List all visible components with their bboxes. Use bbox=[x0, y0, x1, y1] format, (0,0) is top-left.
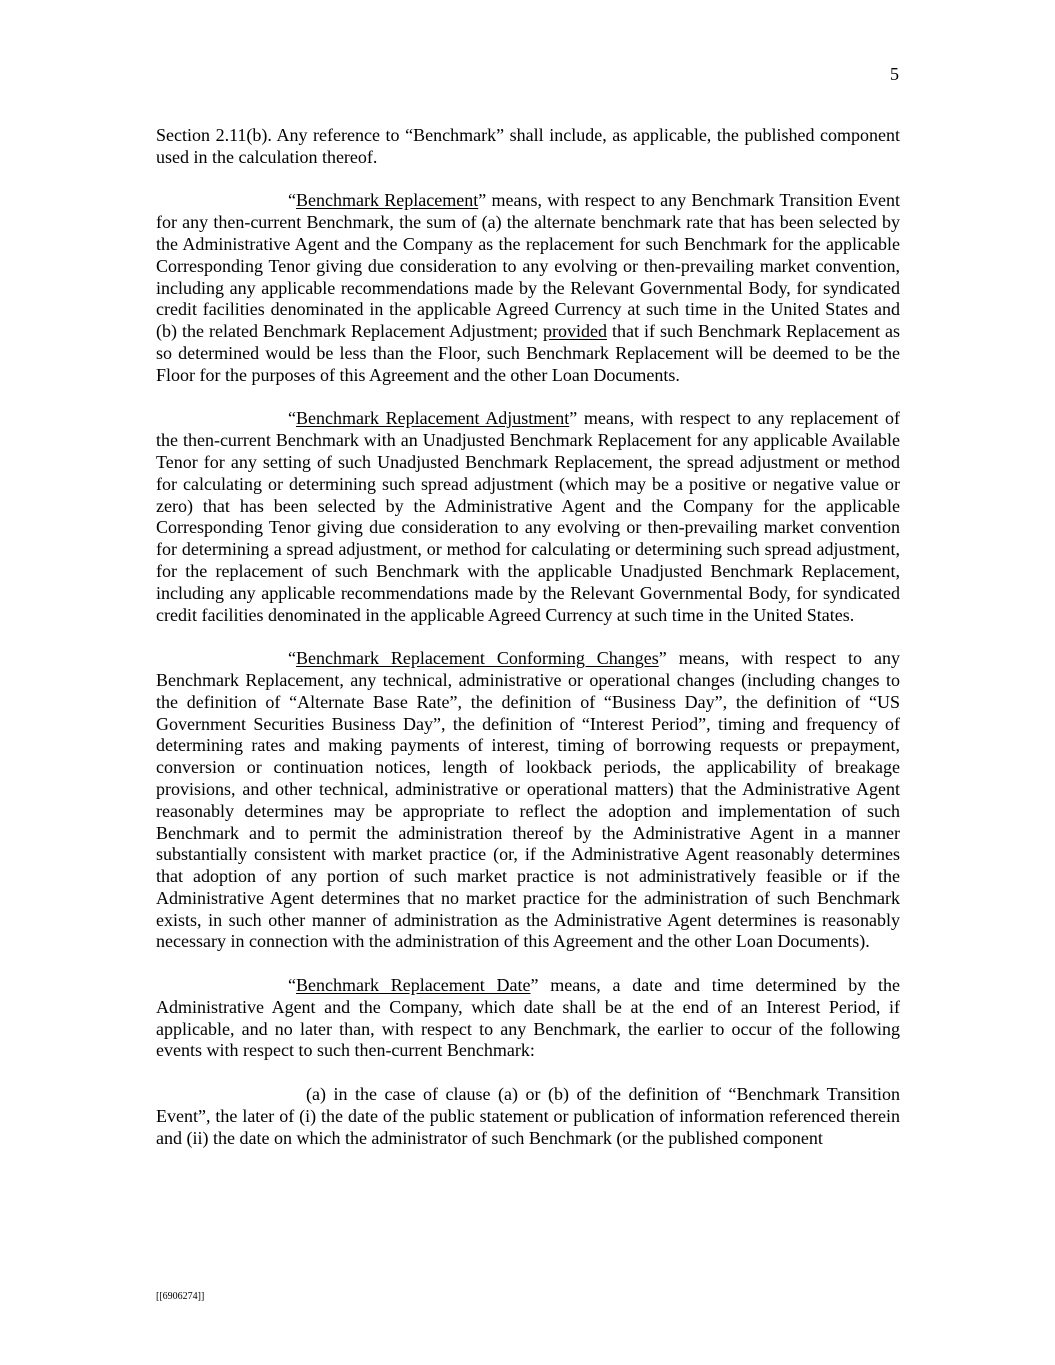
open-quote: “ bbox=[288, 408, 296, 429]
paragraph-text: Section 2.11(b). Any reference to “Benchmark” shall include, as applicable, the published component used in the calculation thereof. bbox=[156, 125, 900, 167]
definition-text: ” means, with respect to any Benchmark Transition Event for any then-current Benchmark, the sum of (a) the alternate benchmark rate that has been selected by the Administrative Agent and the Company as the replacement for such Benchmark for the applicable Corresponding Tenor giving due consideration to any evolving or then-prevailing market convention, including any applicable recommendations made by the Relevant Governmental Body, for syndicated credit facilities denominated in the applicable Agreed Currency at such time in the United States and (b) the related Benchmark Replacement Adjustment; bbox=[156, 190, 900, 342]
definition-text: ” means, a date and time determined by the Administrative Agent and the Company, which date shall be at the end of an Interest Period, if applicable, and no later than, with respect to any Benchmark, the earlier to occur of the following events with respect to such then-current Benchmark: bbox=[156, 975, 900, 1061]
definition-text: ” means, with respect to any Benchmark Replacement, any technical, administrative or operational changes (including changes to the definition of “Alternate Base Rate”, the definition of “Business Day”, the definition of “US Government Securities Business Day”, the definition of “Interest Period”, timing and frequency of determining rates and making payments of interest, timing of borrowing requests or prepayment, conversion or continuation notices, length of lookback periods, the applicability of breakage provisions, and other technical, administrative or operational matters) that the Administrative Agent reasonably determines may be appropriate to reflect the adoption and implementation of such Benchmark and to permit the administration thereof by the Administrative Agent in a manner substantially consistent with market practice (or, if the Administrative Agent reasonably determines that adoption of any portion of such market practice is not administratively feasible or if the Administrative Agent determines that no market practice for the administration of such Benchmark exists, in such other manner of administration as the Administrative Agent determines is reasonably necessary in connection with the administration of this Agreement and the other Loan Documents). bbox=[156, 648, 900, 952]
definition-text: ” means, with respect to any replacement of the then-current Benchmark with an Unadjusted Benchmark Replacement for any applicable Available Tenor for any setting of such Unadjusted Benchmark Replacement, the spread adjustment or method for calculating or determining such spread adjustment (which may be a positive or negative value or zero) that has been selected by the Administrative Agent and the Company for the applicable Corresponding Tenor giving due consideration to any evolving or then-prevailing market convention for determining a spread adjustment, or method for calculating or determining such spread adjustment, for the replacement of such Benchmark with the applicable Unadjusted Benchmark Replacement, including any applicable recommendations made by the Relevant Governmental Body, for syndicated credit facilities denominated in the applicable Agreed Currency at such time in the United States. bbox=[156, 408, 900, 625]
document-body bbox=[156, 125, 900, 1171]
clause-text: (a) in the case of clause (a) or (b) of the definition of “Benchmark Transition Event”, the later of (i) the date of the public statement or publication of information referenced therein and (ii) the date on which the administrator of such Benchmark (or the published component bbox=[156, 1084, 900, 1148]
definition-benchmark-replacement-date bbox=[156, 975, 900, 1062]
paragraph-section-reference bbox=[156, 125, 900, 169]
definition-benchmark-replacement bbox=[156, 190, 900, 386]
open-quote: “ bbox=[288, 190, 296, 211]
definition-text-continued: that if such Benchmark Replacement as so determined would be less than the Floor, such Benchmark Replacement will be deemed to be the Floor for the purposes of this Agreement and the other Loan Documents. bbox=[156, 321, 900, 385]
proviso-term: provided bbox=[543, 321, 607, 342]
defined-term: Benchmark Replacement Conforming Changes bbox=[296, 648, 659, 669]
open-quote: “ bbox=[288, 648, 296, 669]
defined-term: Benchmark Replacement bbox=[296, 190, 479, 211]
clause-a bbox=[156, 1084, 900, 1149]
defined-term: Benchmark Replacement Date bbox=[296, 975, 531, 996]
defined-term: Benchmark Replacement Adjustment bbox=[296, 408, 570, 429]
page-number: 5 bbox=[890, 64, 899, 84]
definition-benchmark-replacement-adjustment bbox=[156, 408, 900, 626]
definition-benchmark-replacement-conforming-changes bbox=[156, 648, 900, 953]
document-id-footer: [[6906274]] bbox=[156, 1291, 205, 1302]
open-quote: “ bbox=[288, 975, 296, 996]
